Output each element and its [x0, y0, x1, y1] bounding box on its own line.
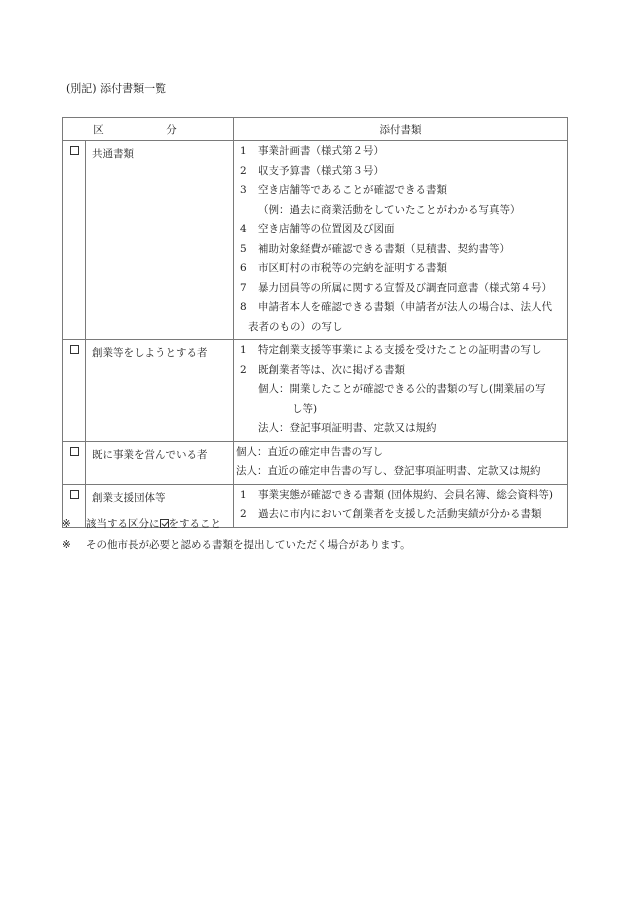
checkbox-cell[interactable]: [63, 340, 86, 442]
table-row: [63, 340, 568, 442]
list-item-continuation: 表者のもの）の写し: [248, 320, 343, 333]
document-list: [234, 442, 567, 484]
list-item: 2 過去に市内において創業者を支援した活動実績が分かる書類: [240, 508, 542, 520]
checkbox-common[interactable]: [70, 146, 79, 155]
document-list: [234, 340, 567, 441]
document-list: [234, 141, 567, 339]
list-item: 2 収支予算書（様式第３号）: [240, 164, 384, 177]
note-item: ※ その他市長が必要と認める書類を提出していただく場合があります。: [62, 535, 411, 556]
list-subitem: 個人：開業したことが確認できる公的書類の写し(開業届の写: [258, 383, 546, 395]
note-item: ※ 該当する区分に をすること: [62, 514, 411, 535]
category-label: 共通書類: [92, 148, 134, 160]
list-item: 法人：直近の確定申告書の写し、登記事項証明書、定款又は規約: [236, 465, 541, 477]
table-row: [63, 441, 568, 484]
list-item: 1 事業実態が確認できる書類 (団体規約、会員名簿、総会資料等): [240, 488, 554, 501]
checked-box-icon: [160, 519, 169, 528]
list-item: 1 事業計画書（様式第２号）: [240, 145, 384, 157]
checkbox-startup[interactable]: [70, 345, 79, 354]
list-item: 2 既創業者等は、次に掲げる書類: [240, 363, 405, 376]
table-header-row: [63, 118, 568, 141]
note-mark: ※: [62, 518, 71, 530]
checkbox-existing-business[interactable]: [70, 447, 79, 456]
list-item: 7 暴力団員等の所属に関する宣誓及び調査同意書（様式第４号）: [240, 281, 552, 294]
checkbox-support-organization[interactable]: [70, 490, 79, 499]
category-label: 創業等をしようとする者: [92, 347, 208, 359]
list-item: 6 市区町村の市税等の完納を証明する書類: [240, 262, 447, 274]
list-subitem-continuation: し等): [292, 402, 318, 415]
header-documents: 添付書類: [234, 118, 568, 141]
list-subitem: 法人：登記事項証明書、定款又は規約: [258, 422, 437, 434]
category-label: 既に事業を営んでいる者: [92, 448, 208, 461]
header-category-label: 区 分: [93, 123, 203, 136]
attachments-table: [62, 117, 568, 528]
document-title: (別記) 添付書類一覧: [66, 82, 167, 95]
header-category: [63, 118, 234, 141]
checkbox-cell[interactable]: [63, 441, 86, 484]
list-item: 4 空き店舗等の位置図及び図面: [240, 223, 395, 235]
notes: [62, 514, 411, 556]
table-row: [63, 141, 568, 340]
note-mark: ※: [62, 539, 71, 551]
list-item: 3 空き店舗等であることが確認できる書類: [240, 184, 447, 196]
category-label: 創業支援団体等: [92, 491, 166, 504]
list-item: 8 申請者本人を確認できる書類（申請者が法人の場合は、法人代: [240, 301, 552, 313]
list-item: 5 補助対象経費が確認できる書類（見積書、契約書等）: [240, 242, 510, 255]
checkbox-cell[interactable]: [63, 141, 86, 340]
list-item: 1 特定創業支援等事業による支援を受けたことの証明書の写し: [240, 344, 542, 356]
list-item-continuation: （例：過去に商業活動をしていたことがわかる写真等）: [258, 203, 521, 216]
list-item: 個人：直近の確定申告書の写し: [236, 445, 383, 458]
